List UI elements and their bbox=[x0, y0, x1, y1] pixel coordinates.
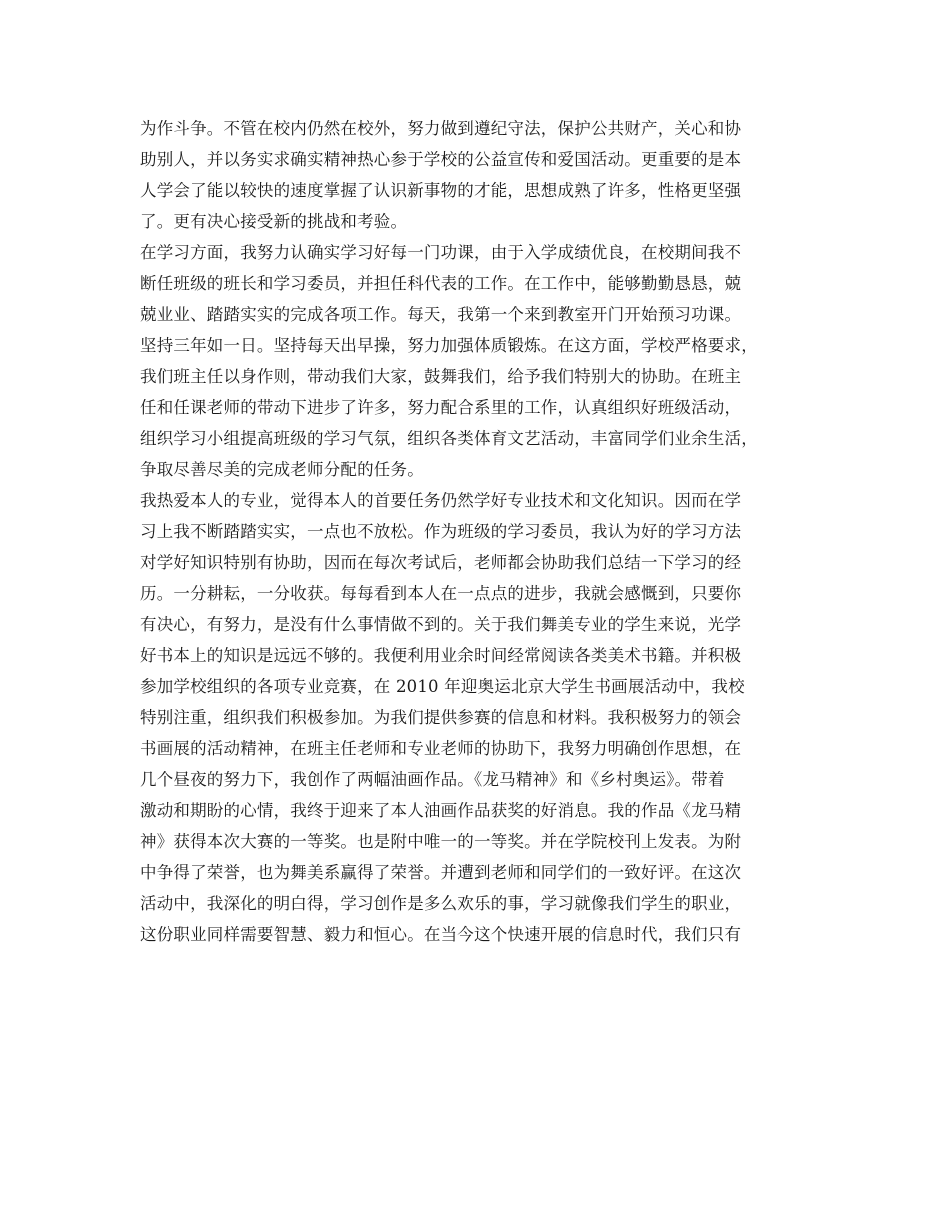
text-line: 激动和期盼的心情，我终于迎来了本人油画作品获奖的好消息。我的作品《龙马精 bbox=[140, 801, 742, 820]
text-line: 书画展的活动精神，在班主任老师和专业老师的协助下，我努力明确创作思想，在 bbox=[140, 739, 742, 758]
paragraph bbox=[140, 113, 830, 237]
document-body bbox=[140, 113, 830, 950]
text-line: 兢业业、踏踏实实的完成各项工作。每天，我第一个来到教室开门开始预习功课。 bbox=[140, 305, 742, 324]
text-line: 历。一分耕耘，一分收获。每每看到本人在一点点的进步，我就会感慨到，只要你 bbox=[140, 584, 742, 603]
text-line: 几个昼夜的努力下，我创作了两幅油画作品。《龙马精神》和《乡村奥运》。带着 bbox=[140, 770, 725, 789]
text-line: 我热爱本人的专业，觉得本人的首要任务仍然学好专业技术和文化知识。因而在学 bbox=[140, 491, 742, 510]
text-line: 人学会了能以较快的速度掌握了认识新事物的才能，思想成熟了许多，性格更坚强 bbox=[140, 181, 742, 200]
text-line: 习上我不断踏踏实实，一点也不放松。作为班级的学习委员，我认为好的学习方法 bbox=[140, 522, 742, 541]
text-line: 组织学习小组提高班级的学习气氛，组织各类体育文艺活动，丰富同学们业余生活， bbox=[140, 429, 758, 448]
text-line: 中争得了荣誉，也为舞美系赢得了荣誉。并遭到老师和同学们的一致好评。在这次 bbox=[140, 863, 742, 882]
text-line: 在学习方面，我努力认确实学习好每一门功课，由于入学成绩优良，在校期间我不 bbox=[140, 243, 742, 262]
text-line: 有决心，有努力，是没有什么事情做不到的。关于我们舞美专业的学生来说，光学 bbox=[140, 615, 742, 634]
paragraph bbox=[140, 485, 830, 950]
text-line: 参加学校组织的各项专业竞赛，在 2010 年迎奥运北京大学生书画展活动中，我校 bbox=[140, 677, 745, 696]
text-line: 神》获得本次大赛的一等奖。也是附中唯一的一等奖。并在学院校刊上发表。为附 bbox=[140, 832, 742, 851]
text-line: 任和任课老师的带动下进步了许多，努力配合系里的工作，认真组织好班级活动， bbox=[140, 398, 742, 417]
text-line: 助别人，并以务实求确实精神热心参于学校的公益宣传和爱国活动。更重要的是本 bbox=[140, 150, 742, 169]
text-line: 断任班级的班长和学习委员，并担任科代表的工作。在工作中，能够勤勤恳恳，兢 bbox=[140, 274, 742, 293]
text-line: 好书本上的知识是远远不够的。我便利用业余时间经常阅读各类美术书籍。并积极 bbox=[140, 646, 742, 665]
text-line: 了。更有决心接受新的挑战和考验。 bbox=[140, 212, 408, 231]
text-line: 活动中，我深化的明白得，学习创作是多么欢乐的事，学习就像我们学生的职业， bbox=[140, 894, 742, 913]
text-line: 我们班主任以身作则，带动我们大家，鼓舞我们，给予我们特别大的协助。在班主 bbox=[140, 367, 742, 386]
text-line: 坚持三年如一日。坚持每天出早操，努力加强体质锻炼。在这方面，学校严格要求， bbox=[140, 336, 758, 355]
text-line: 特别注重，组织我们积极参加。为我们提供参赛的信息和材料。我积极努力的领会 bbox=[140, 708, 742, 727]
text-line: 这份职业同样需要智慧、毅力和恒心。在当今这个快速开展的信息时代，我们只有 bbox=[140, 925, 742, 944]
text-line: 为作斗争。不管在校内仍然在校外，努力做到遵纪守法，保护公共财产，关心和协 bbox=[140, 119, 742, 138]
text-line: 对学好知识特别有协助，因而在每次考试后，老师都会协助我们总结一下学习的经 bbox=[140, 553, 742, 572]
text-line: 争取尽善尽美的完成老师分配的任务。 bbox=[140, 460, 424, 479]
paragraph bbox=[140, 237, 830, 485]
